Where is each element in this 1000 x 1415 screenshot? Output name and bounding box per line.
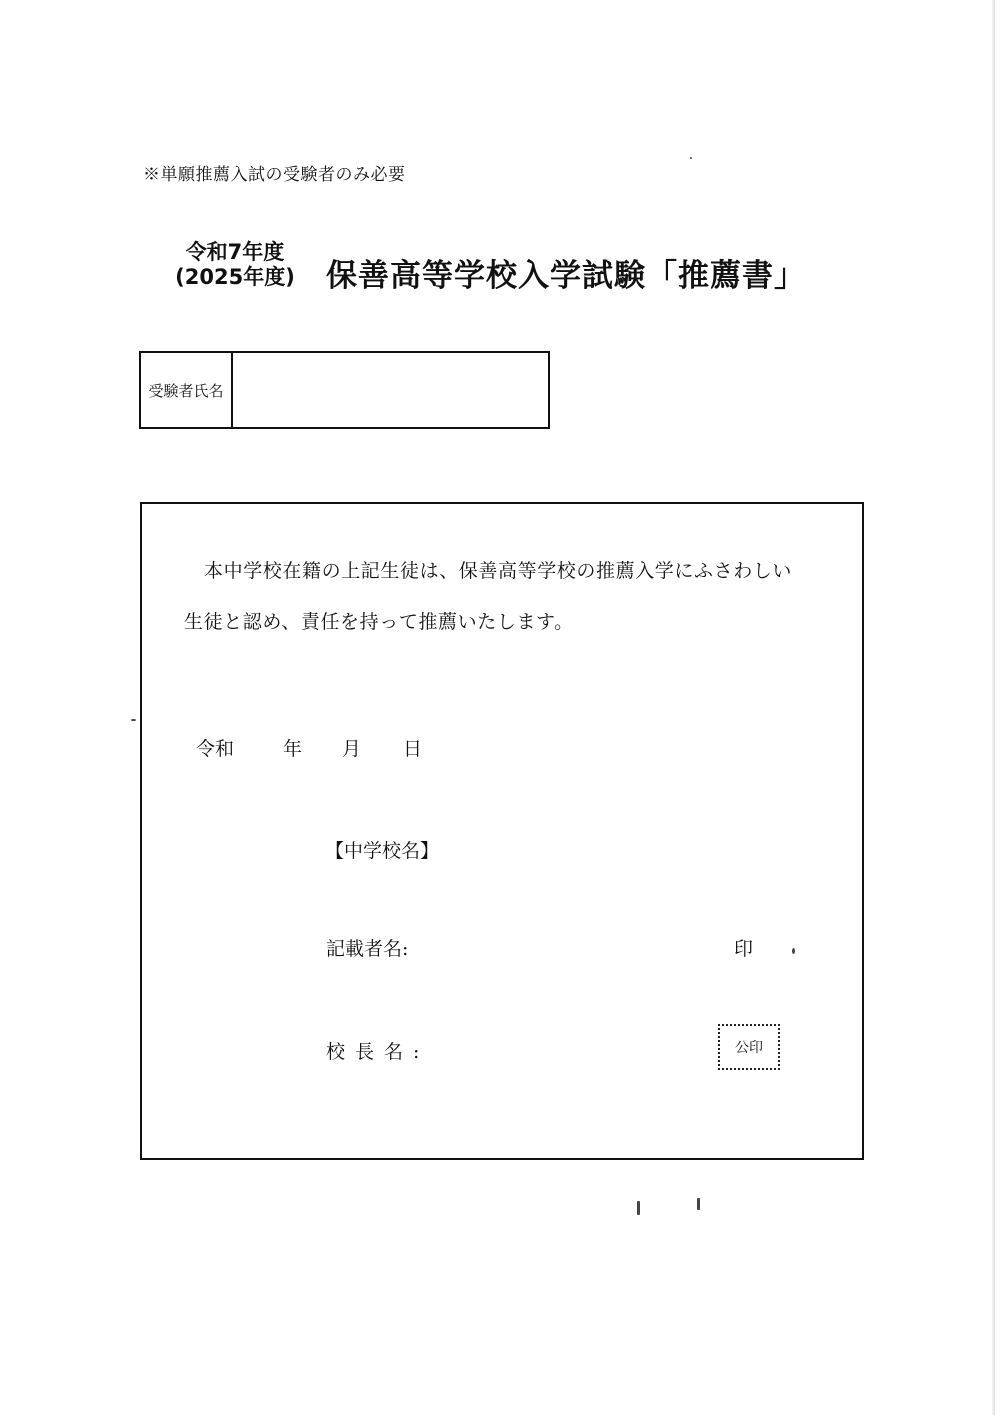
scan-speck	[697, 1198, 700, 1210]
school-name-label: 【中学校名】	[325, 840, 440, 862]
official-seal-box	[718, 1024, 780, 1070]
date-year-label: 年	[283, 738, 303, 760]
academic-year	[160, 240, 310, 290]
recommendation-text-line2: 生徒と認め、責任を持って推薦いたします。	[184, 611, 574, 633]
personal-seal-label: 印	[734, 938, 754, 960]
scan-speck	[637, 1201, 640, 1215]
candidate-name-field[interactable]	[233, 353, 548, 427]
requirement-note: ※単願推薦入試の受験者のみ必要	[143, 165, 406, 185]
candidate-name-table	[139, 351, 550, 429]
scan-speck	[690, 157, 692, 159]
principal-name-label: 校長名:	[326, 1041, 430, 1063]
scan-speck	[131, 719, 136, 721]
recommendation-box	[140, 502, 864, 1160]
date-month-label: 月	[342, 738, 362, 760]
era-year-japanese: 令和7年度	[185, 240, 285, 264]
era-year-western: (2025年度)	[175, 265, 295, 289]
date-day-label: 日	[403, 738, 423, 760]
scan-speck	[792, 948, 795, 954]
official-seal-label: 公印	[735, 1040, 763, 1056]
scan-edge	[992, 0, 995, 1415]
recommendation-text-line1: 本中学校在籍の上記生徒は、保善高等学校の推薦入学にふさわしい	[204, 560, 793, 582]
document-title: 保善高等学校入学試験「推薦書」	[326, 258, 806, 294]
date-era-label: 令和	[196, 738, 235, 760]
candidate-name-label: 受験者氏名	[141, 353, 233, 427]
writer-name-label: 記載者名:	[326, 938, 409, 960]
